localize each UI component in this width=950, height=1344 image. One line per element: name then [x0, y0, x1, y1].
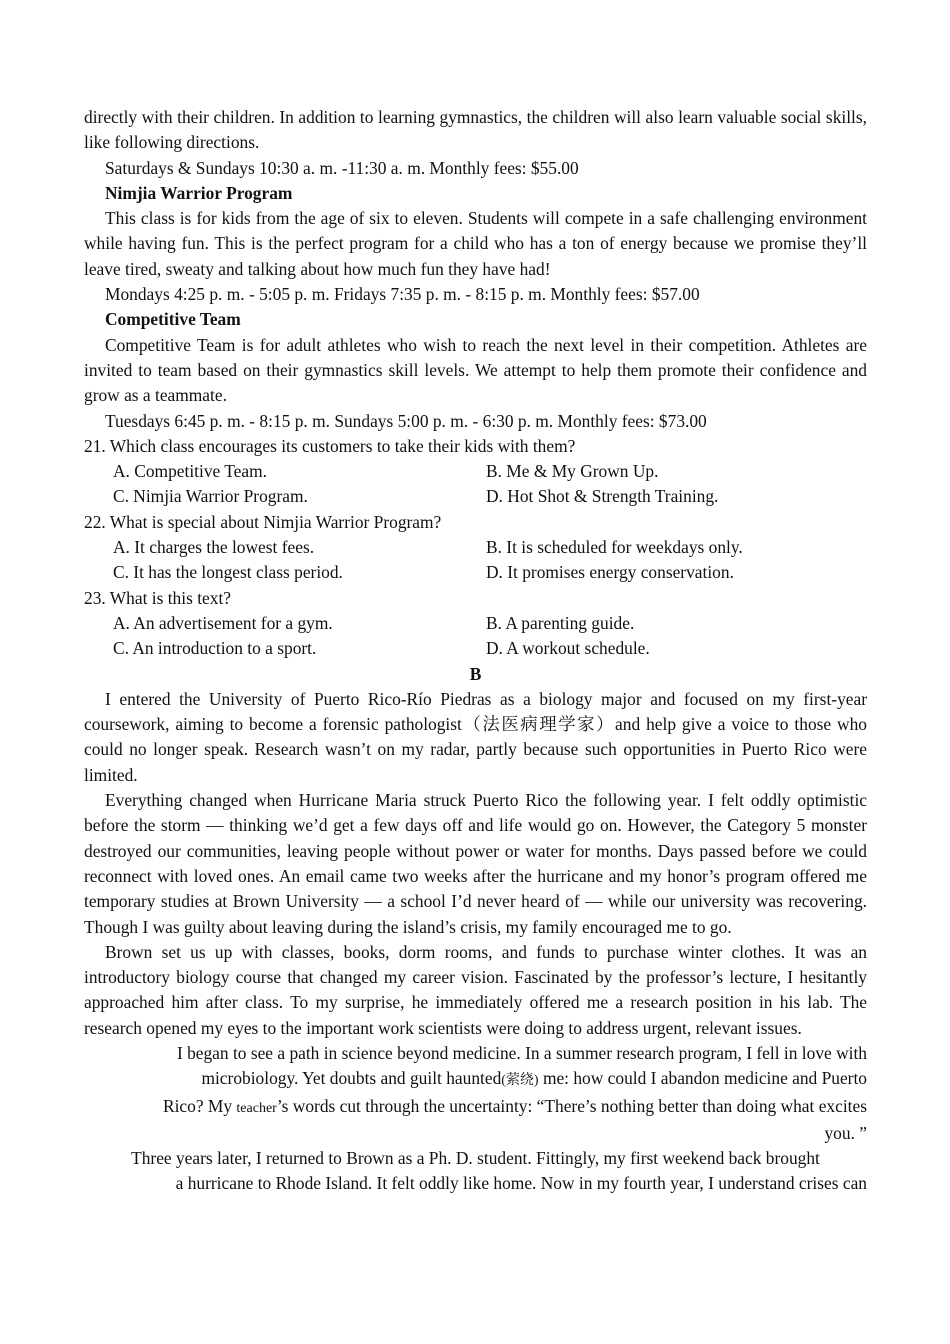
- program-text-nimjia: This class is for kids from the age of six to eleven. Students will compete in a safe challenging environment while having fun. This is the perfect program for a child who has a ton of energy because we promise they’ll leave tired, sweaty and talking about how much fun they have had!: [84, 208, 867, 279]
- option-d: D. Hot Shot & Strength Training.: [486, 486, 719, 507]
- option-c: C. An introduction to a sport.: [113, 638, 317, 659]
- option-c: C. It has the longest class period.: [113, 562, 343, 583]
- question-23: [84, 586, 867, 662]
- option-a: A. It charges the lowest fees.: [113, 537, 315, 558]
- schedule-competitive: Tuesdays 6:45 p. m. - 8:15 p. m. Sundays 5:00 p. m. - 6:30 p. m. Monthly fees: $73.00: [105, 410, 707, 431]
- program-title-competitive: Competitive Team: [105, 309, 241, 330]
- question-21: [84, 434, 867, 510]
- question-stem: 21. Which class encourages its customers to take their kids with them?: [84, 435, 576, 456]
- section-b-label: B: [469, 663, 482, 684]
- option-b: B. Me & My Grown Up.: [486, 461, 659, 482]
- question-22: [84, 510, 867, 586]
- p4-line-2: microbiology. Yet doubts and guilt haunted(萦绕) me: how could I abandon medicine and Puerto: [201, 1068, 867, 1089]
- document-page: [84, 105, 867, 1197]
- passage-b-paragraph-3: Brown set us up with classes, books, dorm rooms, and funds to purchase winter clothes. It was an introductory biology course that changed my career vision. Fascinated by the professor’s lecture, I hesitantly approached him after class. To my surprise, he immediately offered me a research position in his lab. The research opened my eyes to the important work scientists were doing to address urgent, relevant issues.: [84, 941, 867, 1038]
- schedule-me-and-my-grown-up: Saturdays & Sundays 10:30 a. m. -11:30 a. m. Monthly fees: $55.00: [105, 157, 579, 178]
- question-stem: 23. What is this text?: [84, 587, 231, 608]
- passage-b-paragraph-1: I entered the University of Puerto Rico-Río Piedras as a biology major and focused on my first-year coursework, aiming to become a forensic pathologist（法医病理学家）and help give a voice to those who could no longer speak. Research wasn’t on my radar, partly because such opportunities in Puerto Rico were limited.: [84, 688, 867, 785]
- p5-line-2: a hurricane to Rhode Island. It felt oddly like home. Now in my fourth year, I understand crises can: [175, 1173, 867, 1194]
- schedule-nimjia: Mondays 4:25 p. m. - 5:05 p. m. Fridays 7:35 p. m. - 8:15 p. m. Monthly fees: $57.00: [105, 284, 700, 305]
- passage-b-paragraph-4: [84, 1041, 867, 1146]
- p4-line-4: you. ”: [824, 1122, 867, 1143]
- option-d: D. A workout schedule.: [486, 638, 650, 659]
- question-stem: 22. What is special about Nimjia Warrior Program?: [84, 511, 442, 532]
- p4-line-1: I began to see a path in science beyond medicine. In a summer research program, I fell in love with: [176, 1042, 867, 1063]
- passage-b-paragraph-5: [84, 1146, 867, 1197]
- gloss: (萦绕): [501, 1073, 539, 1089]
- option-a: A. Competitive Team.: [113, 461, 267, 482]
- option-b: B. It is scheduled for weekdays only.: [486, 537, 743, 558]
- program-title-nimjia: Nimjia Warrior Program: [105, 182, 293, 203]
- p4-line-3: Rico? My teacher’s words cut through the uncertainty: “There’s nothing better than doing what excites: [162, 1095, 867, 1116]
- option-c: C. Nimjia Warrior Program.: [113, 486, 308, 507]
- option-b: B. A parenting guide.: [486, 612, 635, 633]
- passage-b-paragraph-2: Everything changed when Hurricane Maria struck Puerto Rico the following year. I felt oddly optimistic before the storm — thinking we’d get a few days off and life would go on. However, the Category 5 monster destroyed our communities, leaving people without power or water for months. Days passed before we could reconnect with loved ones. An email came two weeks after the hurricane and my honor’s program offered me temporary studies at Brown University — a school I’d never heard of — while our university was recovering. Though I was guilty about leaving during the island’s crisis, my family encouraged me to go.: [84, 790, 867, 937]
- program-text-competitive: Competitive Team is for adult athletes who wish to reach the next level in their competition. Athletes are invited to team based on their gymnastics skill levels. We attempt to help them promote their confidence and grow as a teammate.: [84, 334, 867, 406]
- intro-paragraph-tail: directly with their children. In addition to learning gymnastics, the children will also learn valuable social skills, like following directions.: [84, 107, 867, 153]
- teacher-word: teacher: [236, 1100, 277, 1116]
- p5-line-1: Three years later, I returned to Brown as a Ph. D. student. Fittingly, my first weekend back brought: [131, 1148, 820, 1169]
- option-a: A. An advertisement for a gym.: [113, 612, 333, 633]
- option-d: D. It promises energy conservation.: [486, 562, 734, 583]
